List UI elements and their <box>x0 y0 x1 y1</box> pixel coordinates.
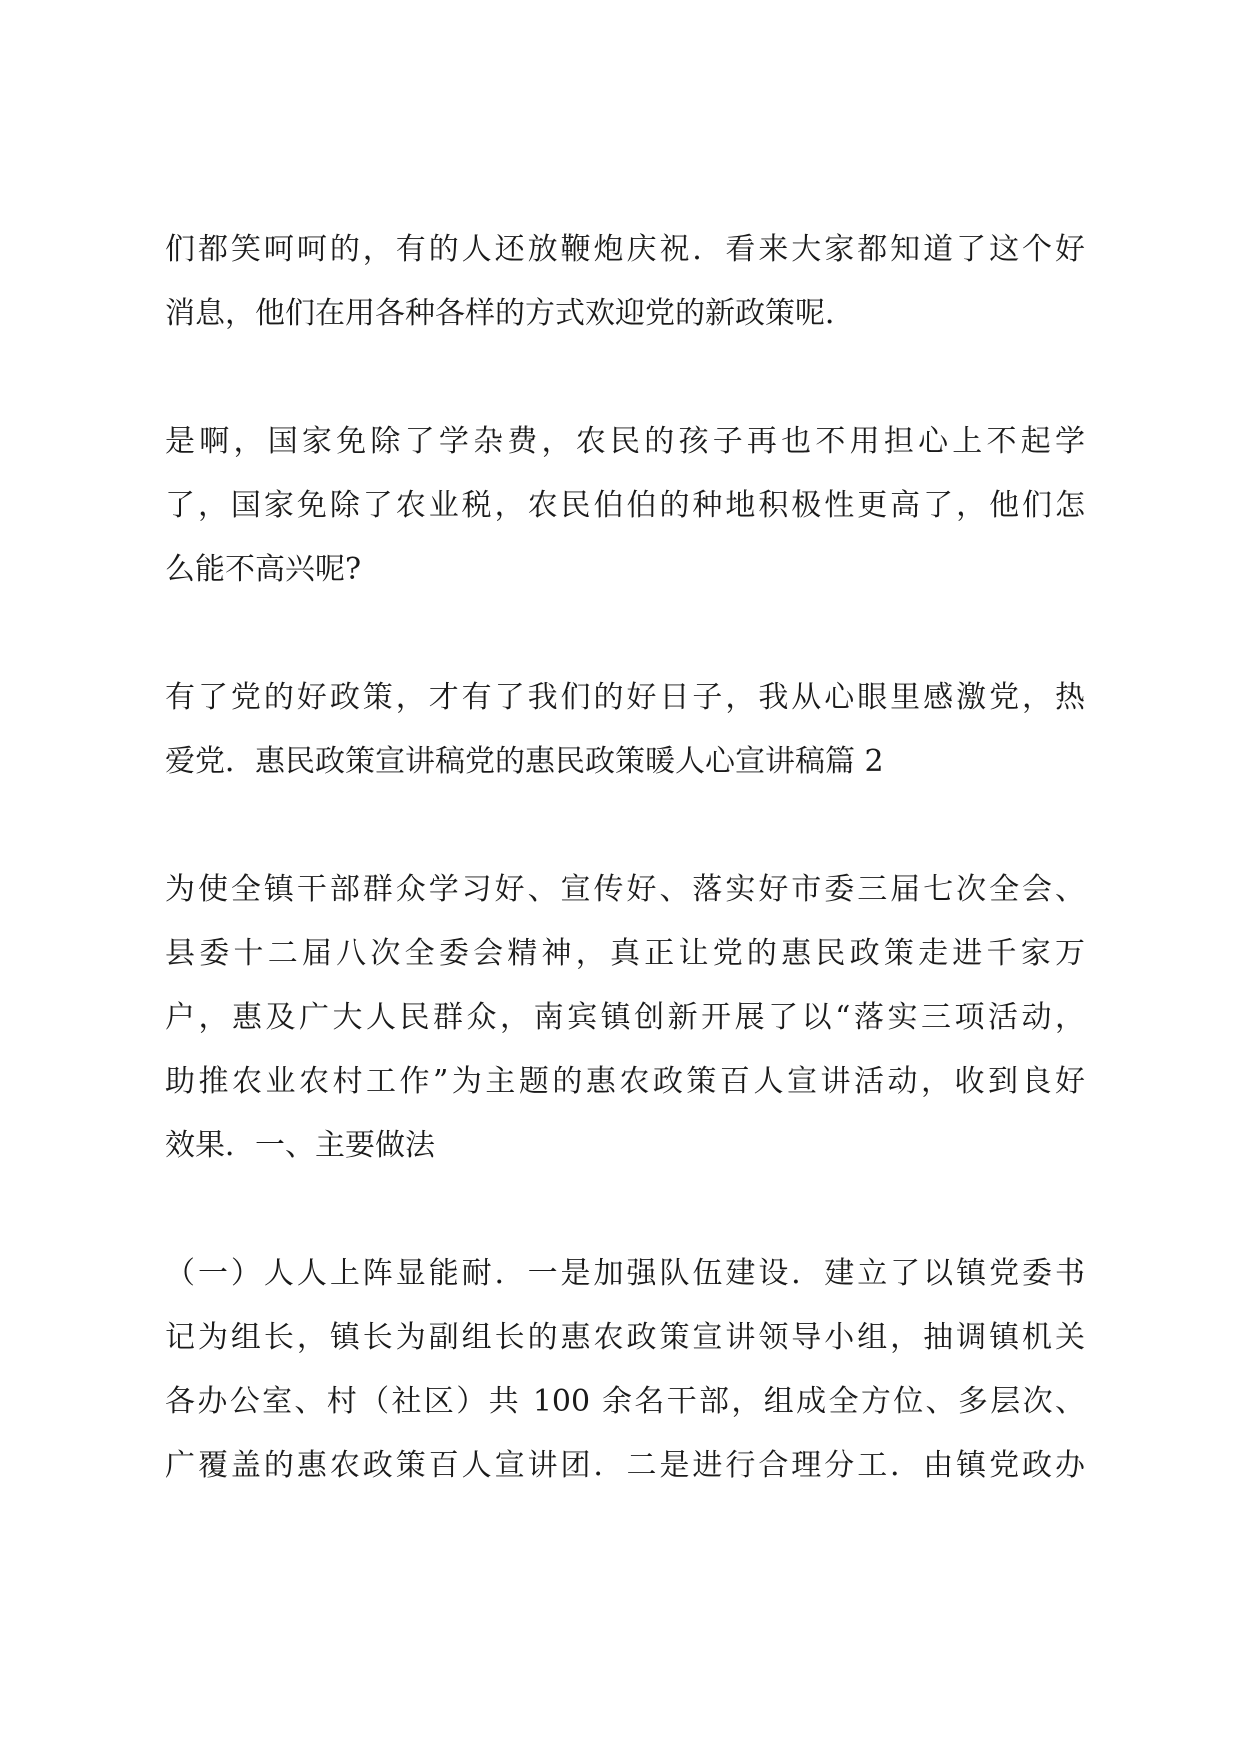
paragraph-2 <box>165 410 1085 602</box>
paragraph-1 <box>165 218 1085 346</box>
text-line: 了，国家免除了农业税，农民伯伯的种地积极性更高了，他们怎 <box>165 488 1085 523</box>
text-line: （一）人人上阵显能耐．一是加强队伍建设．建立了以镇党委书 <box>165 1256 1085 1291</box>
text-line: 么能不高兴呢? <box>165 552 362 587</box>
text-line: 助推农业农村工作”为主题的惠农政策百人宣讲活动，收到良好 <box>165 1064 1085 1099</box>
text-line: 县委十二届八次全委会精神，真正让党的惠民政策走进千家万 <box>165 936 1085 971</box>
text-line: 效果．一、主要做法 <box>165 1128 435 1163</box>
text-line: 广覆盖的惠农政策百人宣讲团．二是进行合理分工．由镇党政办 <box>165 1448 1085 1483</box>
text-line: 记为组长，镇长为副组长的惠农政策宣讲领导小组，抽调镇机关 <box>165 1320 1085 1355</box>
paragraph-5 <box>165 1242 1085 1498</box>
text-line: 有了党的好政策，才有了我们的好日子，我从心眼里感激党，热 <box>165 680 1085 715</box>
text-line: 消息，他们在用各种各样的方式欢迎党的新政策呢． <box>165 296 855 331</box>
text-line: 为使全镇干部群众学习好、宣传好、落实好市委三届七次全会、 <box>165 872 1085 907</box>
text-line: 是啊，国家免除了学杂费，农民的孩子再也不用担心上不起学 <box>165 424 1085 459</box>
paragraph-3 <box>165 666 1085 794</box>
paragraph-4 <box>165 858 1085 1178</box>
text-line: 爱党．惠民政策宣讲稿党的惠民政策暖人心宣讲稿篇 2 <box>165 744 884 779</box>
text-line: 户，惠及广大人民群众，南宾镇创新开展了以“落实三项活动， <box>165 1000 1085 1035</box>
text-line: 各办公室、村（社区）共 100 余名干部，组成全方位、多层次、 <box>165 1384 1085 1419</box>
text-line: 们都笑呵呵的，有的人还放鞭炮庆祝．看来大家都知道了这个好 <box>165 232 1085 267</box>
